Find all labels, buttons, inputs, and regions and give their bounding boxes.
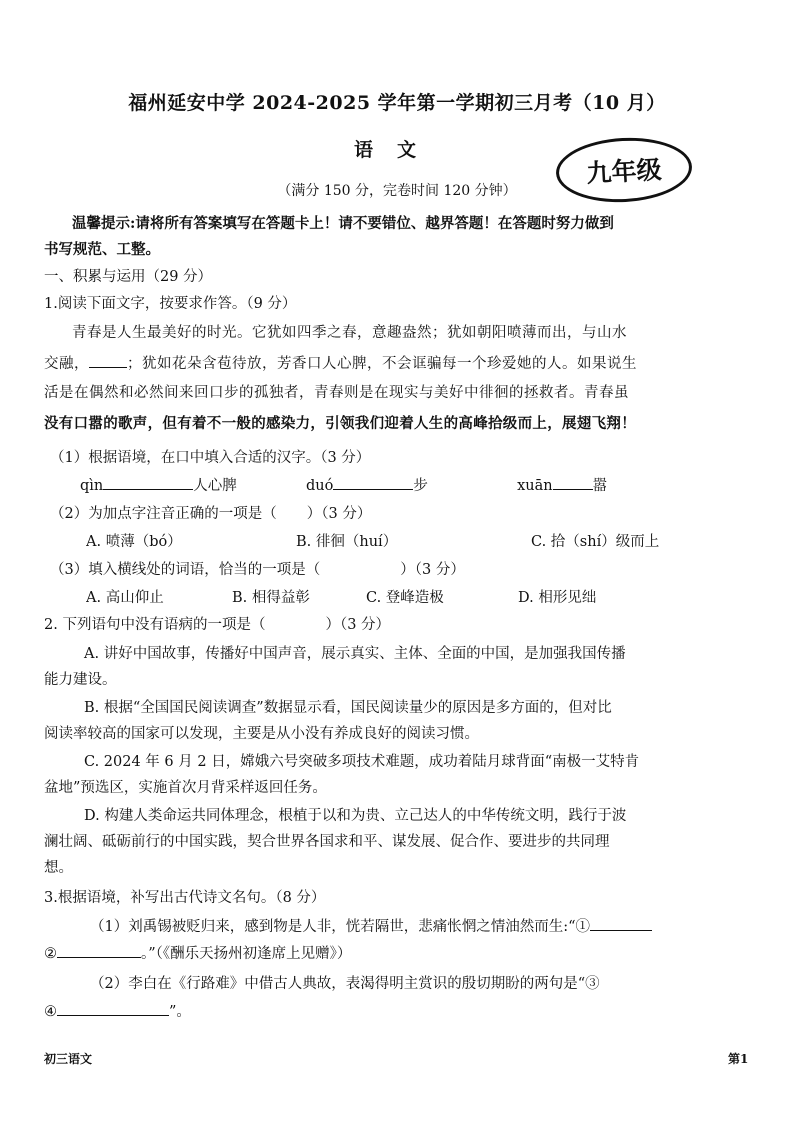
blank-a xyxy=(103,475,193,490)
subquestion-2-options xyxy=(86,530,794,551)
pinyin-b: duó xyxy=(305,478,334,494)
option-a: A. 高山仰止 xyxy=(86,590,164,606)
subquestion-1-stem: （1）根据语境，在口中填入合适的汉字。（3 分） xyxy=(50,450,371,466)
option-b: B. 相得益彰 xyxy=(232,590,310,606)
q2-option-c-line-2: 盆地”预选区，实施首次月背采样返回任务。 xyxy=(44,780,327,796)
blank-b xyxy=(333,475,413,490)
subquestion-2-text: （2）为加点字注音正确的一项是（ xyxy=(50,506,277,522)
q3-sub2-line-1: （2）李白在《行路难》中借古人典故，表渴得明主赏识的殷切期盼的两句是“③ xyxy=(90,976,600,992)
exam-title: 福州延安中学 2024-2025 学年第一学期初三月考（10 月） xyxy=(128,92,666,114)
passage-blank xyxy=(89,353,127,368)
q3-blank-2 xyxy=(57,943,141,958)
q2-option-d-line-3: 想。 xyxy=(44,860,73,876)
question-3-stem: 3.根据语境，补写出古代诗文名句。（8 分） xyxy=(44,890,326,906)
question-2-stem xyxy=(44,613,754,634)
subquestion-3-stem xyxy=(50,558,760,579)
q3-sub2-tail: ”。 xyxy=(169,1004,191,1020)
option-d: D. 相形见绌 xyxy=(518,590,597,606)
question-2-text: 2. 下列语句中没有语病的一项是（ xyxy=(44,617,266,633)
section-heading: 一、积累与运用（29 分） xyxy=(44,269,213,285)
q3-sub1-line-2 xyxy=(44,942,754,963)
q2-option-d-line-1: D. 构建人类命运共同体理念，根植于以和为贵、立己达人的中华传统文明，践行于波 xyxy=(84,808,627,824)
option-c: C. 拾（shí）级而上 xyxy=(531,534,660,550)
option-c: C. 登峰造极 xyxy=(366,590,444,606)
q2-option-d-line-2: 澜壮阔、砥砺前行的中国实践，契合世界各国求和平、谋发展、促合作、要进步的共同理 xyxy=(44,834,610,850)
q3-blank-1 xyxy=(590,916,652,931)
subject-heading: 语文 xyxy=(353,139,440,161)
passage-line-3: 活是在偶然和必然间来回口步的孤独者，青春则是在现实与美好中徘徊的拯救者。青春虽 xyxy=(44,385,629,401)
q3-sub1-source: 。”（《酬乐天扬州初逢席上见赠》） xyxy=(141,946,352,962)
q2-option-c-line-1: C. 2024 年 6 月 2 日，嫦娥六号突破多项技术难题，成功着陆月球背面“南极一艾特肯 xyxy=(84,754,640,770)
blank-c xyxy=(553,475,593,490)
q3-sub1-line-1 xyxy=(44,915,754,936)
q3-mark-2: ② xyxy=(44,946,57,962)
pinyin-a: qìn xyxy=(80,478,104,494)
q3-blank-4 xyxy=(57,1001,169,1016)
option-b: B. 徘徊（huí） xyxy=(296,534,398,550)
passage-line-4: 没有口嚣的歌声，但有着不一般的感染力，引领我们迎着人生的高峰拾级而上，展翅飞翔！ xyxy=(44,415,636,432)
notice-line-2: 书写规范、工整。 xyxy=(44,241,160,258)
passage-text: 交融， xyxy=(44,356,89,372)
pinyin-a-tail: 人心脾 xyxy=(193,478,237,494)
question-2-score: ）（3 分） xyxy=(325,617,391,633)
passage-text: ；犹如花朵含苞待放，芳香口人心脾，不会诓骗每一个珍爱她的人。如果说生 xyxy=(127,356,637,372)
q2-option-b-line-2: 阅读率较高的国家可以发现，主要是从小没有养成良好的阅读习惯。 xyxy=(44,726,479,742)
subquestion-3-text: （3）填入横线处的词语，恰当的一项是（ xyxy=(50,562,321,578)
subquestion-2-stem xyxy=(50,502,760,523)
q2-option-b-line-1: B. 根据“全国国民阅读调查”数据显示看，国民阅读量少的原因是多方面的，但对比 xyxy=(84,700,612,716)
subquestion-3-options xyxy=(86,586,794,607)
notice-line-1: 温馨提示:请将所有答案填写在答题卡上！请不要错位、越界答题！在答题时努力做到 xyxy=(72,215,614,232)
q3-mark-4: ④ xyxy=(44,1004,57,1020)
subquestion-2-score: ）（3 分） xyxy=(306,506,372,522)
footer-subject: 初三语文 xyxy=(44,1052,93,1066)
pinyin-b-tail: 步 xyxy=(413,478,428,494)
exam-meta: （满分 150 分，完卷时间 120 分钟） xyxy=(277,183,517,199)
pinyin-c: xuān xyxy=(517,478,553,494)
passage-line-1: 青春是人生最美好的时光。它犹如四季之春，意趣盎然；犹如朝阳喷薄而出，与山水 xyxy=(72,325,627,341)
passage-line-2 xyxy=(44,352,754,373)
footer-page-number: 第1 xyxy=(728,1052,749,1066)
option-a: A. 喷薄（bó） xyxy=(86,534,182,550)
q2-option-a-line-2: 能力建设。 xyxy=(44,672,117,688)
grade-stamp: 九年级 xyxy=(554,134,693,205)
pinyin-row xyxy=(80,474,790,495)
subquestion-3-score: ）（3 分） xyxy=(400,562,465,578)
question-1-stem: 1.阅读下面文字，按要求作答。（9 分） xyxy=(44,296,297,312)
pinyin-c-tail: 嚣 xyxy=(592,478,608,494)
q2-option-a-line-1: A. 讲好中国故事，传播好中国声音，展示真实、主体、全面的中国，是加强我国传播 xyxy=(84,646,626,662)
q3-sub1-text: （1）刘禹锡被贬归来，感到物是人非，恍若隔世，悲痛怅惘之情油然而生:“① xyxy=(90,919,591,935)
q3-sub2-line-2 xyxy=(44,1000,754,1021)
